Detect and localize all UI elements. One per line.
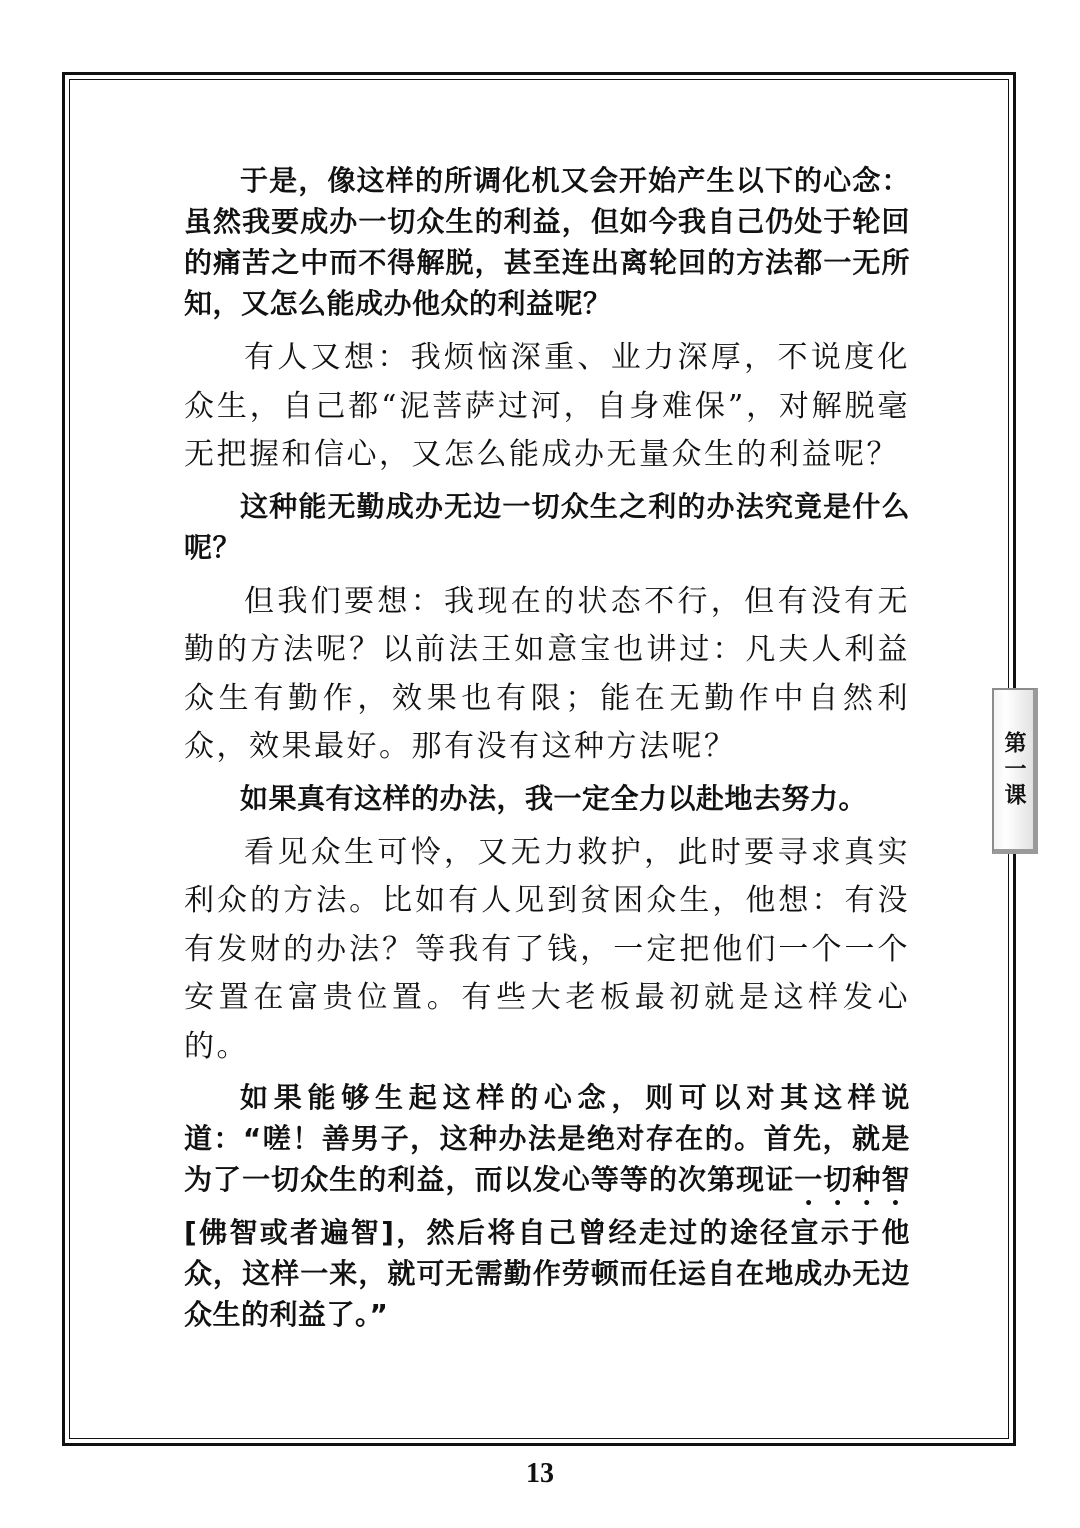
page-body xyxy=(184,160,910,1345)
commentary-paragraph-1: 于是，像这样的所调化机又会开始产生以下的心念：虽然我要成办一切众生的利益，但如今我自己仍处于轮回的痛苦之中而不得解脱，甚至连出离轮回的方法都一无所知，又怎么能成办他众的利益呢？ xyxy=(184,164,910,320)
explanation-paragraph-2: 但我们要想：我现在的状态不行，但有没有无勤的方法呢？以前法王如意宝也讲过：凡夫人利益众生有勤作，效果也有限；能在无勤作中自然利众，效果最好。那有没有这种方法呢？ xyxy=(184,583,910,764)
emphasized-term: 一切种智 xyxy=(794,1163,910,1196)
commentary-paragraph-4-part-1: 如果能够生起这样的心念，则可以对其这样说道：“嗟！善男子，这种办法是绝对存在的。首先，就是为了一切众生的利益，而以发心等等的次第现证 xyxy=(184,1081,910,1196)
commentary-paragraph-2: 这种能无勤成办无边一切众生之利的办法究竟是什么呢？ xyxy=(184,489,910,564)
commentary-paragraph-4 xyxy=(184,1077,910,1335)
commentary-paragraph-3: 如果真有这样的办法，我一定全力以赴地去努力。 xyxy=(240,781,868,815)
commentary-paragraph-4-part-2: [佛智或者遍智]，然后将自己曾经走过的途径宣示于他众，这样一来，就可无需勤作劳顿而任运自在地成办无边众生的利益了。” xyxy=(184,1216,910,1331)
page-number: 13 xyxy=(526,1458,554,1489)
chapter-side-tab xyxy=(992,688,1038,854)
chapter-tab-label: 第一课 xyxy=(1001,730,1027,809)
explanation-paragraph-3: 看见众生可怜，又无力救护，此时要寻求真实利众的方法。比如有人见到贫困众生，他想：有没有发财的办法？等我有了钱，一定把他们一个一个安置在富贵位置。有些大老板最初就是这样发心的。 xyxy=(184,834,910,1064)
explanation-paragraph-1: 有人又想：我烦恼深重、业力深厚，不说度化众生，自己都“泥菩萨过河，自身难保”，对解脱毫无把握和信心，又怎么能成办无量众生的利益呢？ xyxy=(184,340,910,472)
